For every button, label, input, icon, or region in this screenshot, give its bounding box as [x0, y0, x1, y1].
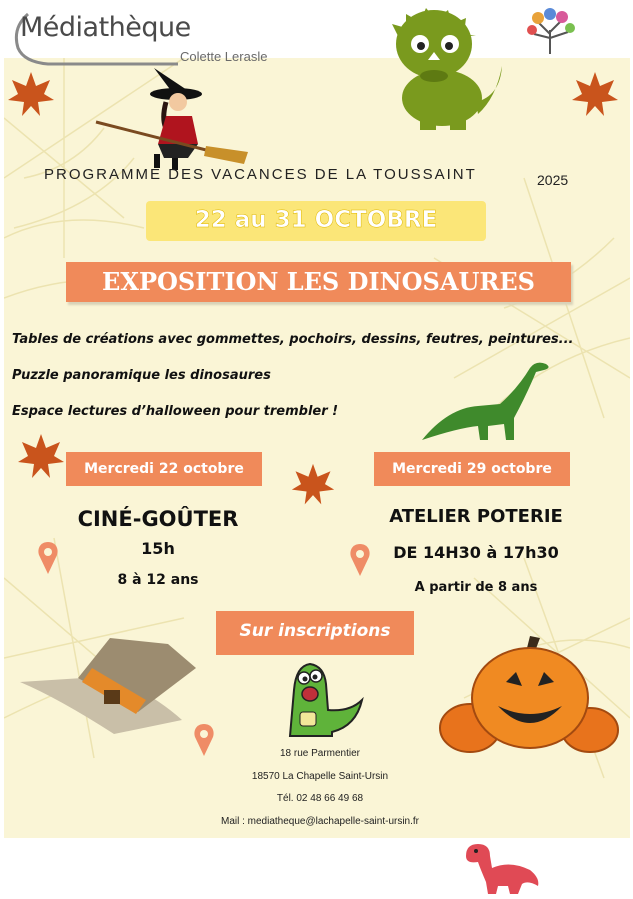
event-time-right: DE 14H30 à 17h30	[393, 543, 559, 562]
red-dinosaur-icon	[460, 838, 542, 898]
event-age-right: A partir de 8 ans	[414, 580, 538, 595]
inscription-text: Sur inscriptions	[239, 621, 391, 641]
witch-on-broom-icon	[94, 62, 250, 170]
address-mail[interactable]: Mail : mediatheque@lachapelle-saint-ursin.fr	[220, 816, 420, 827]
long-neck-dinosaur-icon	[418, 358, 552, 444]
location-pin-icon	[348, 542, 372, 578]
tree-logo-icon	[526, 4, 576, 56]
program-year: 2025	[537, 172, 569, 188]
logo-title: Médiathèque	[20, 12, 191, 43]
dates-text: 22 au 31 OCTOBRE	[194, 207, 438, 233]
program-title: PROGRAMME DES VACANCES DE LA TOUSSAINT	[44, 166, 477, 183]
event-title-right: ATELIER POTERIE	[389, 506, 563, 527]
maple-leaf-icon	[6, 70, 56, 120]
event-day-left: Mercredi 22 octobre	[84, 461, 244, 477]
maple-leaf-icon	[16, 432, 66, 482]
witch-hat-icon	[18, 638, 198, 742]
exposition-title: EXPOSITION LES DINOSAURES	[102, 267, 535, 296]
event-day-right: Mercredi 29 octobre	[392, 461, 552, 477]
address-phone: Tél. 02 48 66 49 68	[276, 793, 364, 804]
activity-item: Espace lectures d’halloween pour trembler !	[12, 404, 339, 419]
logo-subtitle: Colette Lerasle	[180, 49, 268, 64]
maple-leaf-icon	[570, 70, 620, 120]
cartoon-dinosaur-icon	[280, 660, 364, 740]
green-dinosaur-icon	[392, 6, 504, 132]
location-pin-icon	[36, 540, 60, 576]
activity-item: Puzzle panoramique les dinosaures	[12, 368, 271, 383]
event-time-left: 15h	[141, 539, 175, 558]
event-age-left: 8 à 12 ans	[117, 572, 199, 588]
address-city: 18570 La Chapelle Saint-Ursin	[251, 771, 389, 782]
address-street: 18 rue Parmentier	[279, 748, 361, 759]
maple-leaf-icon	[290, 462, 336, 508]
jack-o-lantern-icon	[430, 632, 620, 754]
event-title-left: CINÉ-GOÛTER	[77, 507, 239, 531]
activity-item: Tables de créations avec gommettes, pochoirs, dessins, feutres, peintures...	[12, 332, 574, 347]
